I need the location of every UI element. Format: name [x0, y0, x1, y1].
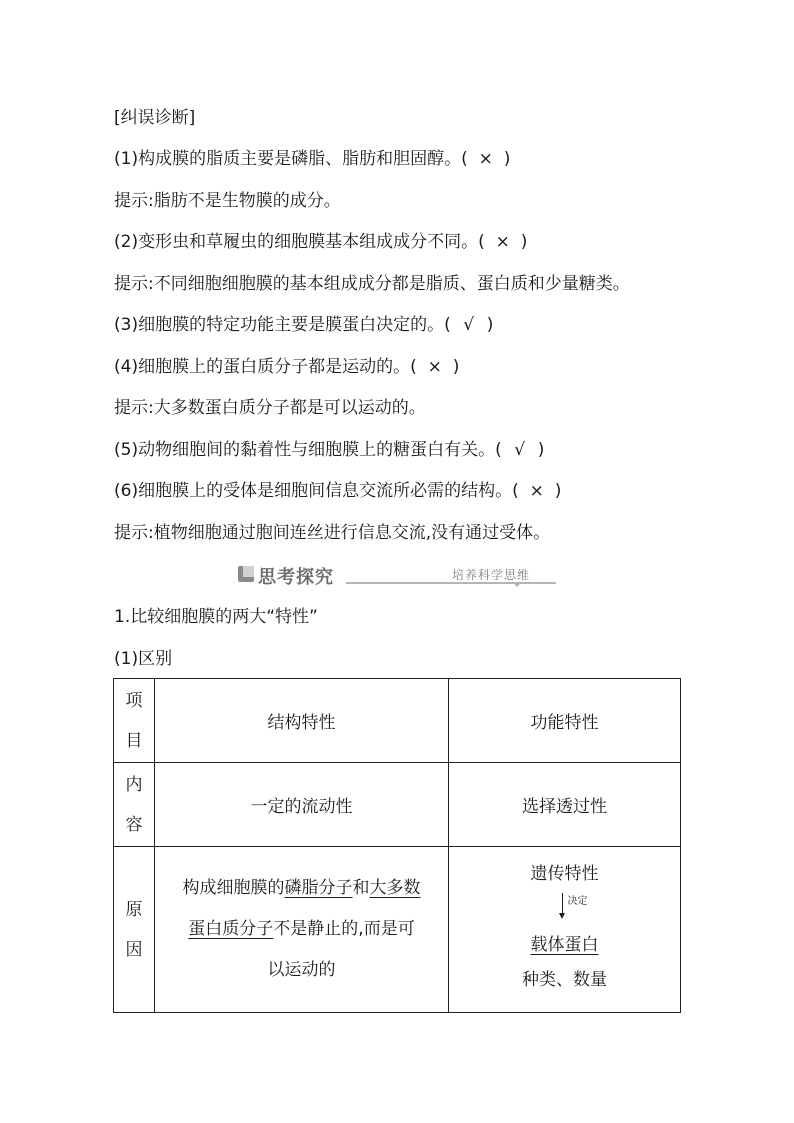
cell-char: 内: [125, 774, 143, 795]
question-6: [114, 479, 561, 503]
question-3: [114, 313, 493, 337]
reason-fragment: 和: [352, 878, 370, 898]
table-cell: [449, 847, 681, 1013]
section-banner: [238, 563, 556, 588]
answer-mark: ×: [529, 481, 544, 501]
function-top: 遗传特性: [530, 863, 599, 884]
question-text: (3)细胞膜的特定功能主要是膜蛋白决定的。(: [114, 315, 451, 335]
arrow-label: 决定: [567, 895, 588, 907]
close-paren: ): [537, 440, 545, 460]
close-paren: ): [503, 149, 511, 169]
hint-2: 提示:不同细胞细胞膜的基本组成成分都是脂质、蛋白质和少量糖类。: [114, 274, 630, 294]
answer-mark: √: [463, 315, 475, 335]
diagnosis-header: [纠误诊断]: [114, 108, 196, 128]
answer-mark: ×: [427, 357, 442, 377]
question-text: (2)变形虫和草履虫的细胞膜基本组成成分不同。(: [114, 232, 485, 252]
table-cell: [155, 847, 449, 1013]
reason-underlined: 蛋白质分子: [188, 919, 274, 939]
cell-char: 容: [125, 814, 143, 835]
question-1: [114, 147, 510, 171]
table-cell: 一定的流动性: [155, 763, 449, 847]
reason-text: [163, 868, 440, 991]
table-row-content: [114, 763, 681, 847]
reason-underlined: 大多数: [369, 878, 421, 898]
question-text: (5)动物细胞间的黏着性与细胞膜上的糖蛋白有关。(: [114, 440, 502, 460]
reason-fragment: 不是静止的,而是可: [273, 919, 415, 939]
cell-char: 目: [125, 730, 143, 751]
answer-mark: √: [514, 440, 526, 460]
table-row-header: [114, 679, 681, 763]
table-row-reason: [114, 847, 681, 1013]
hint-4: 提示:大多数蛋白质分子都是可以运动的。: [114, 398, 426, 418]
table-cell: 功能特性: [449, 679, 681, 763]
close-paren: ): [486, 315, 494, 335]
table-cell: [114, 679, 155, 763]
question-text: (4)细胞膜上的蛋白质分子都是运动的。(: [114, 357, 417, 377]
function-mid-underlined: 载体蛋白: [530, 934, 599, 955]
answer-mark: ×: [478, 149, 493, 169]
section-heading: 1.比较细胞膜的两大“特性”: [114, 607, 318, 627]
cell-char: 因: [125, 939, 143, 960]
reason-fragment: 构成细胞膜的: [182, 878, 285, 898]
table-cell: [114, 847, 155, 1013]
question-text: (1)构成膜的脂质主要是磷脂、脂肪和胆固醇。(: [114, 149, 468, 169]
close-paren: ): [554, 481, 562, 501]
table-cell: 结构特性: [155, 679, 449, 763]
comparison-table: [113, 678, 681, 1013]
table-cell: [114, 763, 155, 847]
table-cell: 选择透过性: [449, 763, 681, 847]
cell-char: 项: [125, 690, 143, 711]
question-text: (6)细胞膜上的受体是细胞间信息交流所必需的结构。(: [114, 481, 519, 501]
hint-6: 提示:植物细胞通过胞间连丝进行信息交流,没有通过受体。: [114, 523, 551, 543]
cell-char: 原: [125, 899, 143, 920]
function-bottom: 种类、数量: [522, 969, 607, 990]
banner-notch-icon: [512, 582, 522, 587]
question-4: [114, 355, 459, 379]
hint-1: 提示:脂肪不是生物膜的成分。: [114, 191, 341, 211]
banner-title: 思考探究: [258, 567, 334, 588]
decides-arrow: [535, 888, 595, 930]
close-paren: ): [520, 232, 528, 252]
reason-fragment: 以运动的: [267, 960, 336, 980]
reason-underlined: 磷脂分子: [284, 878, 353, 898]
section-subheading: (1)区别: [114, 649, 173, 669]
banner-subtitle: 培养科学思维: [451, 568, 530, 582]
answer-mark: ×: [495, 232, 510, 252]
question-2: [114, 230, 527, 254]
arrow-down-icon: [559, 913, 565, 919]
arrow-shaft: [562, 893, 563, 915]
banner-square-icon: [238, 566, 254, 582]
question-5: [114, 438, 544, 462]
function-mid: [449, 930, 680, 960]
close-paren: ): [452, 357, 460, 377]
